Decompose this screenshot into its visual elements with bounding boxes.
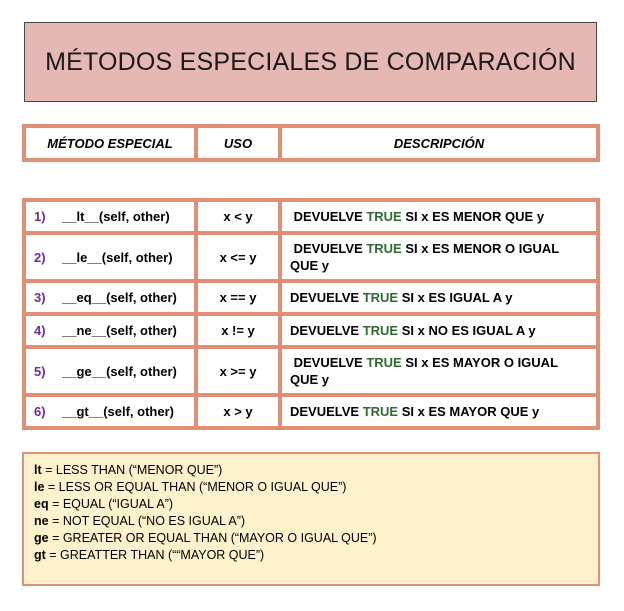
use-cell: x != y xyxy=(196,314,280,347)
legend-item xyxy=(34,496,588,513)
row-number: 6) xyxy=(34,404,46,419)
desc-suffix: SI x ES IGUAL A y xyxy=(398,290,513,305)
method-name: __ge__(self, other) xyxy=(62,363,177,379)
desc-prefix: DEVUELVE xyxy=(290,241,367,256)
row-number: 1) xyxy=(34,209,46,224)
desc-prefix: DEVUELVE xyxy=(290,323,363,338)
method-cell xyxy=(24,200,196,233)
header-method: MÉTODO ESPECIAL xyxy=(24,126,196,160)
table-row xyxy=(24,314,598,347)
title-banner xyxy=(24,22,597,102)
true-word: TRUE xyxy=(362,323,399,338)
method-name: __eq__(self, other) xyxy=(62,290,177,305)
header-table xyxy=(22,124,600,162)
desc-suffix: SI x ES MAYOR QUE y xyxy=(398,404,540,419)
description-cell xyxy=(280,281,598,314)
use-cell: x > y xyxy=(196,395,280,428)
use-cell: x < y xyxy=(196,200,280,233)
desc-suffix: SI x ES MENOR QUE y xyxy=(401,209,545,224)
desc-prefix: DEVUELVE xyxy=(290,404,363,419)
legend-text: = NOT EQUAL (“NO ES IGUAL A”) xyxy=(48,514,246,528)
header-description: DESCRIPCIÓN xyxy=(280,126,598,160)
legend-abbr: gt xyxy=(34,548,46,562)
legend-abbr: eq xyxy=(34,497,49,511)
method-name: __lt__(self, other) xyxy=(62,209,170,224)
desc-suffix: SI x ES MAYOR O IGUAL QUE y xyxy=(290,355,558,387)
methods-table xyxy=(22,198,600,430)
method-name: __gt__(self, other) xyxy=(62,404,174,419)
row-number: 2) xyxy=(34,249,46,265)
true-word: TRUE xyxy=(366,209,402,224)
legend-item xyxy=(34,462,588,479)
legend-abbr: le xyxy=(34,480,45,494)
row-number: 3) xyxy=(34,290,46,305)
method-cell xyxy=(24,395,196,428)
table-row xyxy=(24,347,598,395)
legend-box xyxy=(22,452,600,586)
true-word: TRUE xyxy=(366,355,402,370)
use-cell: x == y xyxy=(196,281,280,314)
method-cell xyxy=(24,314,196,347)
table-row xyxy=(24,233,598,281)
method-cell xyxy=(24,233,196,281)
use-cell: x <= y xyxy=(196,233,280,281)
desc-suffix: SI x NO ES IGUAL A y xyxy=(398,323,536,338)
legend-text: = EQUAL (“IGUAL A”) xyxy=(48,497,174,511)
legend-text: = GREATER OR EQUAL THAN (“MAYOR O IGUAL QUE”) xyxy=(48,531,377,545)
legend-text: = LESS THAN (“MENOR QUE”) xyxy=(41,463,223,477)
method-cell xyxy=(24,347,196,395)
header-row xyxy=(24,126,598,160)
row-number: 5) xyxy=(34,363,46,379)
row-number: 4) xyxy=(34,323,46,338)
description-cell xyxy=(280,200,598,233)
method-cell xyxy=(24,281,196,314)
description-cell xyxy=(280,347,598,395)
desc-prefix: DEVUELVE xyxy=(290,355,367,370)
legend-item xyxy=(34,547,588,564)
table-row xyxy=(24,281,598,314)
legend-text: = LESS OR EQUAL THAN (“MENOR O IGUAL QUE”) xyxy=(44,480,347,494)
legend-text: = GREATTER THAN (““MAYOR QUE”) xyxy=(45,548,265,562)
legend-abbr: lt xyxy=(34,463,42,477)
header-use: USO xyxy=(196,126,280,160)
page-title: MÉTODOS ESPECIALES DE COMPARACIÓN xyxy=(45,47,576,76)
legend-item xyxy=(34,530,588,547)
desc-prefix: DEVUELVE xyxy=(290,209,367,224)
desc-prefix: DEVUELVE xyxy=(290,290,363,305)
legend-item xyxy=(34,513,588,530)
desc-suffix: SI x ES MENOR O IGUAL QUE y xyxy=(290,241,559,273)
true-word: TRUE xyxy=(366,241,402,256)
legend-abbr: ne xyxy=(34,514,49,528)
legend-item xyxy=(34,479,588,496)
method-name: __ne__(self, other) xyxy=(62,323,177,338)
description-cell xyxy=(280,395,598,428)
method-name: __le__(self, other) xyxy=(62,249,173,265)
true-word: TRUE xyxy=(362,404,399,419)
use-cell: x >= y xyxy=(196,347,280,395)
description-cell xyxy=(280,233,598,281)
table-row xyxy=(24,395,598,428)
table-row xyxy=(24,200,598,233)
true-word: TRUE xyxy=(362,290,399,305)
description-cell xyxy=(280,314,598,347)
legend-abbr: ge xyxy=(34,531,49,545)
